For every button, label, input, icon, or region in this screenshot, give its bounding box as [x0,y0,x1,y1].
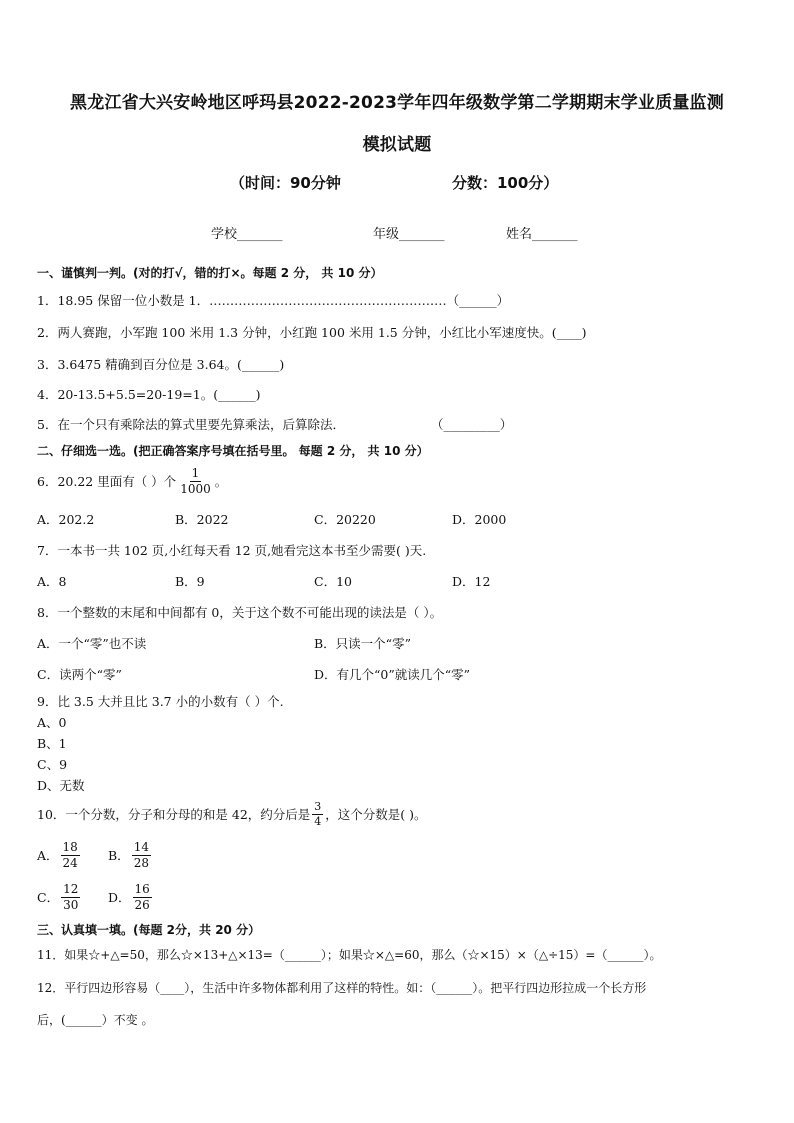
fraction-denominator: 4 [314,814,322,828]
fraction-numerator: 16 [134,881,150,896]
question-9-option-a: A、0 [37,715,67,730]
fraction-denominator: 28 [133,855,149,870]
question-5-blank: （_________） [431,417,513,432]
fraction-denominator: 26 [134,897,150,912]
question-10-end: ，这个分数是( )。 [325,807,427,822]
question-6-option-c: C．20220 [314,512,376,527]
question-12: 12．平行四边形容易（____），生活中许多物体都利用了这样的特性。如：（______）。把平行四边形拉成一个长方形 [37,981,647,995]
question-9: 9．比 3.5 大并且比 3.7 小的小数有（ ）个. [37,694,284,709]
question-8-option-c: C．读两个“零” [37,667,122,682]
question-8-option-d: D．有几个“0”就读几个“零” [314,667,471,682]
question-6-end: 。 [214,474,228,489]
fraction-numerator: 12 [63,881,79,896]
question-9-option-d: D、无数 [37,778,85,793]
question-10-option-b [108,838,153,872]
question-10 [37,797,427,831]
question-10-option-c [37,880,82,914]
question-7-option-a: A．8 [37,574,67,589]
question-4: 4．20-13.5+5.5=20-19=1。(______) [37,387,261,402]
fraction-numerator: 1 [191,465,200,480]
question-10-text: 10．一个分数，分子和分母的和是 42，约分后是 [37,807,311,822]
option-label: C． [37,890,60,905]
grade-field: 年级_______ [373,227,445,242]
question-7-option-c: C．10 [314,574,352,589]
section-fill: 三、认真填一填。(每题 2分，共 20 分） [37,923,261,937]
section-judgement: 一、谨慎判一判。(对的打√，错的打×。每题 2 分， 共 10 分） [37,266,383,280]
question-2: 2．两人赛跑，小军跑 100 米用 1.3 分钟，小红跑 100 米用 1.5 分钟，小红比小军速度快。(____) [37,325,587,340]
question-3: 3．3.6475 精确到百分位是 3.64。(______) [37,357,285,372]
question-7-option-b: B．9 [175,574,205,589]
question-7: 7．一本书一共 102 页,小红每天看 12 页,她看完这本书至少需要( )天. [37,543,427,558]
fraction-numerator: 3 [314,799,322,813]
school-field: 学校_______ [211,227,283,242]
exam-score: 分数：100分） [452,174,559,192]
fraction-denominator: 30 [63,897,79,912]
option-fraction [61,841,80,869]
fraction-numerator: 18 [62,839,78,854]
option-label: A． [37,848,59,863]
question-6-option-b: B．2022 [175,512,229,527]
question-9-option-c: C、9 [37,757,68,772]
question-9-option-b: B、1 [37,736,67,751]
page-title: 黑龙江省大兴安岭地区呼玛县2022-2023学年四年级数学第二学期期末学业质量监测 [70,93,724,113]
exam-time: （时间：90分钟 [230,174,341,192]
question-6 [37,463,227,499]
question-8: 8．一个整数的末尾和中间都有 0，关于这个数不可能出现的读法是（ ）。 [37,605,443,620]
option-fraction [133,883,152,911]
question-8-option-a: A．一个“零”也不读 [37,636,147,651]
question-6-fraction [178,467,213,495]
fraction-denominator: 1000 [180,481,211,496]
page-title-continued: 模拟试题 [362,135,432,155]
question-7-option-d: D．12 [452,574,491,589]
option-label: B． [108,848,130,863]
question-12-continued: 后，(______）不变 。 [37,1013,154,1027]
question-10-option-a [37,838,82,872]
fraction-denominator: 24 [62,855,78,870]
question-1: 1．18.95 保留一位小数是 1．…………………………………………………（______） [37,293,510,308]
question-6-option-d: D．2000 [452,512,507,527]
fraction-numerator: 14 [133,839,149,854]
option-fraction [132,841,151,869]
option-label: D． [108,890,131,905]
question-6-text: 6．20.22 里面有（ ）个 [37,474,177,489]
question-10-fraction [312,801,323,827]
question-11: 11．如果☆+△=50，那么☆×13+△×13=（______）；如果☆×△=60，那么（☆×15）×（△÷15）=（______）。 [37,948,662,962]
question-10-option-d [108,880,154,914]
section-choice: 二、仔细选一选。(把正确答案序号填在括号里。 每题 2 分， 共 10 分） [37,444,429,458]
question-8-option-b: B．只读一个“零” [314,636,411,651]
option-fraction [61,883,80,911]
question-6-option-a: A．202.2 [37,512,95,527]
name-field: 姓名_______ [506,227,578,242]
question-5: 5．在一个只有乘除法的算式里要先算乘法，后算除法． [37,417,345,432]
